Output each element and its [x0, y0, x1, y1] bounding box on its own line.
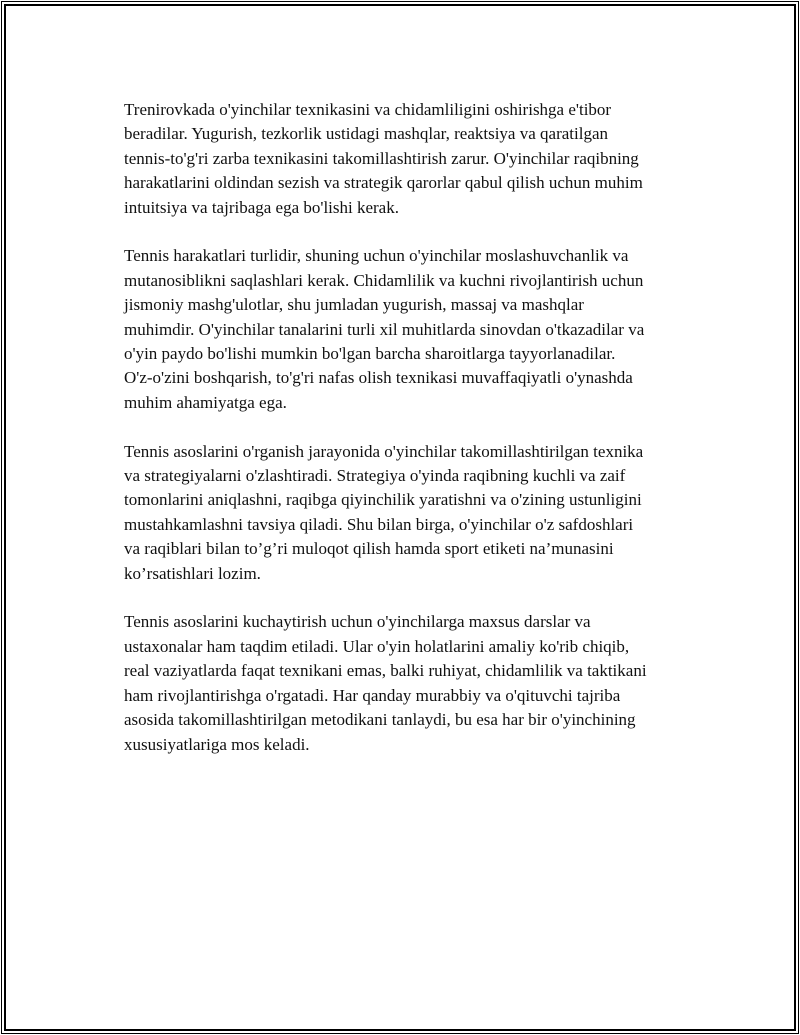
paragraph-training: Trenirovkada o'yinchilar texnikasini va chidamliligini oshirishga e'tibor beradilar. Yugurish, tezkorlik ustidagi mashqlar, reaktsiya va qaratilgan tennis-to'g'ri zarba texnikasini takomillashtirish zarur. O'yinchilar raqibning harakatlarini oldindan sezish va strategik qarorlar qabul qilish uchun muhim intuitsiya va tajribaga ega bo'lishi kerak.	[124, 100, 643, 217]
paragraph-strategy: Tennis asoslarini o'rganish jarayonida o'yinchilar takomillashtirilgan texnika va strategiyalarni o'zlashtiradi. Strategiya o'yinda raqibning kuchli va zaif tomonlarini aniqlashni, raqibga qiyinchilik yaratishni va o'zining ustunligini mustahkamlashni tavsiya qiladi. Shu bilan birga, o'yinchilar o'z safdoshlari va raqiblari bilan to’g’ri muloqot qilish hamda sport etiketi na’munasini ko’rsatishlari lozim.	[124, 441, 644, 583]
paragraph-movement: Tennis harakatlari turlidir, shuning uchun o'yinchilar moslashuvchanlik va mutanosiblikni saqlashlari kerak. Chidamlilik va kuchni rivojlantirish uchun jismoniy mashg'ulotlar, shu jumladan yugurish, massaj va mashqlar muhimdir. O'yinchilar tanalarini turli xil muhitlarda sinovdan o'tkazadilar va o'yin paydo bo'lishi mumkin bo'lgan barcha sharoitlarga tayyorlanadilar. O'z-o'zini boshqarish, to'g'ri nafas olish texnikasi muvaffaqiyatli o'ynashda muhim ahamiyatga ega.	[124, 246, 645, 412]
paragraph-workshops: Tennis asoslarini kuchaytirish uchun o'yinchilarga maxsus darslar va ustaxonalar ham taqdim etiladi. Ular o'yin holatlarini amaliy ko'rib chiqib, real vaziyatlarda faqat texnikani emas, balki ruhiyat, chidamlilik va taktikani ham rivojlantirishga o'rgatadi. Har qanday murabbiy va o'qituvchi tajriba asosida takomillashtirilgan metodikani tanlaydi, bu esa har bir o'yinchining xususiyatlariga mos keladi.	[124, 612, 647, 754]
page-frame	[4, 4, 796, 1031]
document-body	[124, 98, 704, 757]
